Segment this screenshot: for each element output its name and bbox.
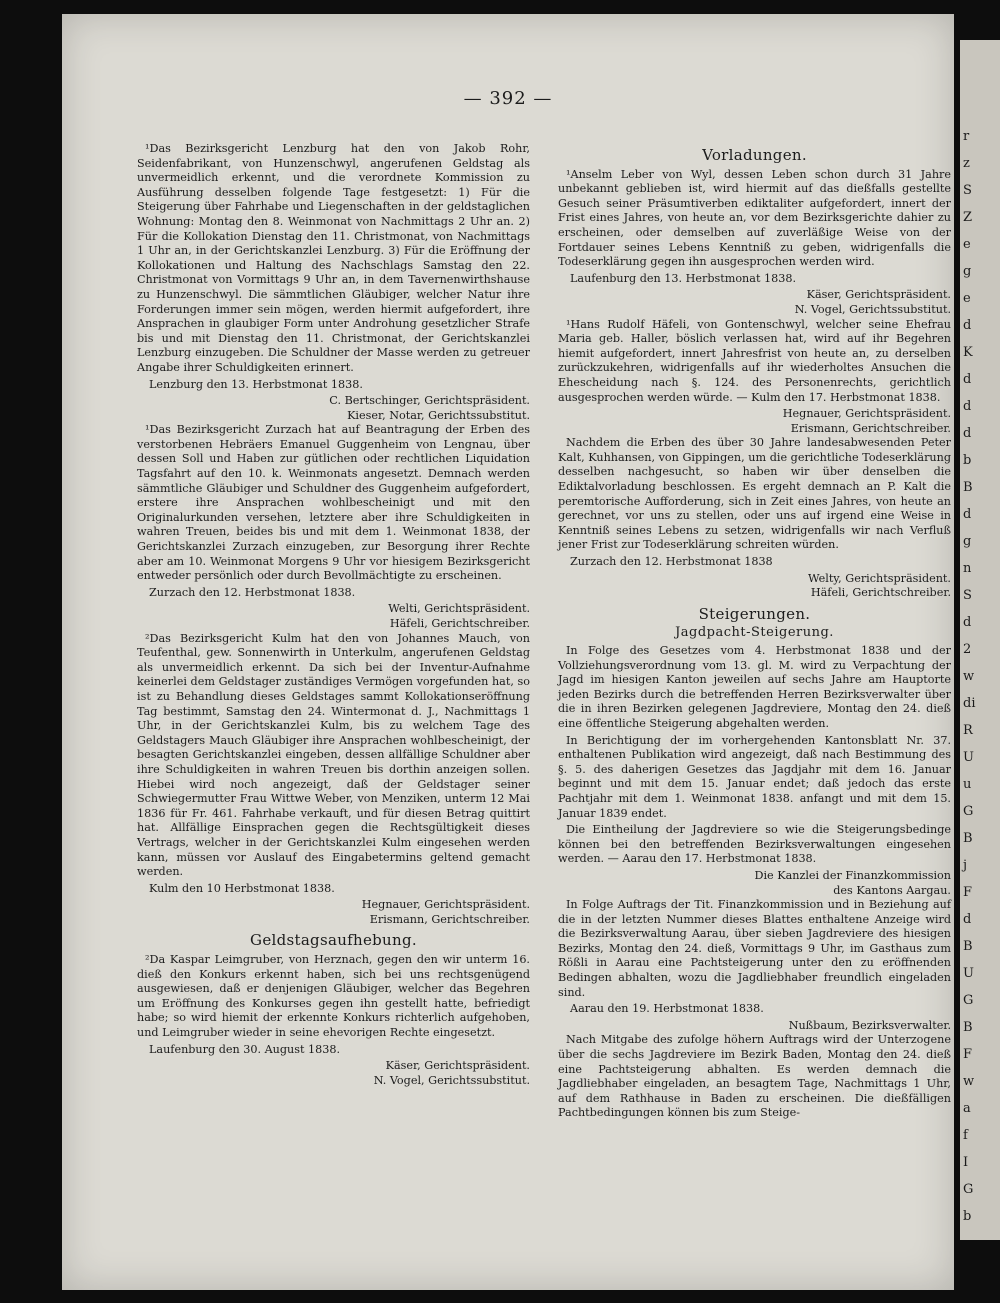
signature-line: Erismann, Gerichtschreiber. [369,912,530,926]
notice-paragraph: In Folge des Gesetzes vom 4. Herbstmonat 1838 und der Vollziehungsverordnung vom 13. gl. M. wird zu Verpachtung der Jagd im hiesigen Kanton jeweilen auf sechs Jahre am Hauptorte jeden Bezirks durch die betreffenden Herren Bezirksverwalter über die in ihren Bezirken gelegenen Jagdreviere, Montag den 24. dieß eine öffentliche Steigerung abgehalten werden. [558,644,951,730]
next-page-fragment: G [963,993,974,1008]
next-page-fragment: K [963,345,973,360]
signature-line: des Kantons Aargau. [833,883,951,897]
notice-paragraph: Nachdem die Erben des über 30 Jahre landesabwesenden Peter Kalt, Kuhhansen, von Gippingen, um die gerichtliche Todeserklärung desselben nachgesucht, so haben wir über denselben die Ediktalvorladung beschlossen. Es ergeht demnach an P. Kalt die peremtorische Aufforderung, sich in Zeit eines Jahres, von heute an gerechnet, vor uns zu stellen, oder uns auf irgend eine Weise in Kenntniß seines Lebens zu setzen, widrigenfalls wir nach Verfluß jener Frist zur Todeserklärung schreiten würden. [558,436,951,552]
notice-paragraph: ¹Das Bezirksgericht Lenzburg hat den von Jakob Rohr, Seidenfabrikant, von Hunzenschwyl, angerufenen Geldstag als unvermeidlich erkennt, und die verordnete Kommission zu Ausführung desselben folgende Tage festgesetzt: 1) Für die Steigerung über Fahrhabe und Liegenschaften in der geldstaglichen Wohnung: Montag den 8. Weinmonat von Nachmittags 2 Uhr an. 2) Für die Kollokation Dienstag den 11. Christmonat, von Nachmittags 1 Uhr an, in der Gerichtskanzlei Lenzburg. 3) Für die Eröffnung der Kollokationen und Haltung des Nachschlags Samstag den 22. Christmonat von Vormittags 9 Uhr an, in dem Tavernenwirthshause zu Hunzenschwyl. Die sämmtlichen Gläubiger, welcher Natur ihre Forderungen immer sein mögen, werden hiermit aufgefordert, ihre Ansprachen in glaubiger Form unter Androhung gesetzlicher Strafe bis und mit Dienstag den 11. Christmonat, der Gerichtskanzlei Lenzburg einzugeben. Die Schuldner der Masse werden zu getreuer Angabe ihrer Schuldigkeiten erinnert. [137,142,530,374]
left-column [137,142,530,1088]
right-column [558,142,951,1123]
notice-paragraph: ¹Hans Rudolf Häfeli, von Gontenschwyl, welcher seine Ehefrau Maria geb. Haller, böslich verlassen hat, wird auf ihr Begehren hiemit aufgefordert, innert Jahresfrist von heute an, zu derselben zurückzukehren, widrigenfalls auf ihr wiederholtes Ansuchen die Ehescheidung nach §. 124. des Personenrechts, gerichtlich ausgesprochen werden würde. — Kulm den 17. Herbstmonat 1838. [558,317,951,404]
newspaper-page [62,14,954,1290]
next-page-fragment: U [963,966,974,981]
section-heading: Vorladungen. [702,146,807,164]
next-page-fragment: B [963,480,973,495]
next-page-fragment: b [963,1209,972,1224]
next-page-fragment: d [963,399,972,414]
next-page-fragment: n [963,561,972,576]
next-page-fragment: R [963,723,973,738]
signature-line: Nußbaum, Bezirksverwalter. [788,1018,951,1032]
next-page-fragment: U [963,750,974,765]
section-subheading: Jagdpacht-Steigerung. [675,625,834,641]
signature-line: Häfeli, Gerichtschreiber. [389,617,530,630]
notice-paragraph: In Folge Auftrags der Tit. Finanzkommission und in Beziehung auf die in der letzten Nummer dieses Blattes enthaltene Anzeige wird die Bezirksverwaltung Aarau, über sieben Jagdreviere des hiesigen Bezirks, Montag den 24. dieß, Vormittags 9 Uhr, im Gasthaus zum Rößli in Aarau eine Pachtsteigerung unter den zu eröffnenden Bedingen abhalten, wozu die Jagdliebhaber freundlich eingeladen sind. [558,898,951,999]
next-page-fragment: d [963,912,972,927]
place-date-line: Aarau den 19. Herbstmonat 1838. [570,1002,764,1016]
notice-paragraph: ¹Anselm Leber von Wyl, dessen Leben schon durch 31 Jahre unbekannt geblieben ist, wird hiermit auf das dießfalls gestellte Gesuch seiner Präsumtiverben ediktaliter aufgefordert, innert der Frist eines Jahres, von heute an, vor dem Bezirksgerichte dahier zu erscheinen, oder demselben auf zuverläßige Weise von der Fortdauer seines Lebens Kenntniß zu geben, widrigenfalls die Todeserklärung gegen ihn ausgesprochen werden wird. [558,167,951,269]
next-page-fragment: d [963,318,972,333]
adjacent-page-edge [960,40,1000,1240]
next-page-fragment: f [963,1128,968,1143]
signature-line: Kieser, Notar, Gerichtssubstitut. [347,408,530,422]
signature-line: N. Vogel, Gerichtssubstitut. [794,302,951,316]
place-date-line: Zurzach den 12. Herbstmonat 1838. [149,585,356,599]
next-page-fragment: d [963,615,972,630]
next-page-fragment: a [963,1101,971,1116]
signature-line: Hegnauer, Gerichtspräsident. [361,898,530,912]
place-date-line: Zurzach den 12. Herbstmonat 1838 [570,555,773,569]
notice-paragraph: ²Da Kaspar Leimgruber, von Herznach, gegen den wir unterm 16. dieß den Konkurs erkennt haben, sich bei uns rechtsgenügend ausgewiesen, daß er denjenigen Gläubiger, welcher das Begehren um Eröffnung des Konkurses gegen ihn gestellt hatte, befriedigt habe; so wird hiemit der erkennte Konkurs richterlich aufgehoben, und Leimgruber wieder in seine ehevorigen Rechte eingesetzt. [137,953,530,1040]
next-page-fragment: w [963,669,975,684]
next-page-fragment: S [963,588,972,603]
notice-paragraph: Die Eintheilung der Jagdreviere so wie die Steigerungsbedinge können bei den betreffenden Bezirksverwaltungen eingesehen werden. — Aarau den 17. Herbstmonat 1838. [558,823,951,866]
next-page-fragment: b [963,453,972,468]
next-page-fragment: I [963,1155,969,1170]
next-page-fragment: e [963,291,971,306]
next-page-fragment: g [963,534,972,549]
signature-line: Häfeli, Gerichtschreiber. [810,586,951,600]
signature-line: Erismann, Gerichtschreiber. [790,421,951,435]
next-page-fragment: g [963,264,972,279]
next-page-fragment: 2 [963,642,972,657]
next-page-fragment: di [963,696,976,711]
signature-line: Käser, Gerichtspräsident. [385,1059,530,1073]
place-date-line: Lenzburg den 13. Herbstmonat 1838. [149,377,363,391]
notice-paragraph: Nach Mitgabe des zufolge höhern Auftrags wird der Unterzogene über die sechs Jagdreviere im Bezirk Baden, Montag den 24. dieß eine Pachtsteigerung abhalten. Es werden demnach die Jagdliebhaber eingeladen, an besagtem Tage, Nachmittags 1 Uhr, auf dem Rathhause in Baden zu erscheinen. Die dießfälligen Pachtbedingungen können bis zum Steige- [558,1033,951,1120]
next-page-fragment: r [963,129,970,144]
next-page-fragment: B [963,1020,973,1035]
signature-line: Welty, Gerichtspräsident. [808,571,951,585]
next-page-fragment: B [963,831,973,846]
next-page-fragment: j [963,858,968,873]
next-page-fragment: G [963,1182,974,1197]
section-heading: Steigerungen. [698,604,811,623]
next-page-fragment: B [963,939,973,954]
place-date-line: Laufenburg den 30. August 1838. [149,1042,341,1056]
next-page-fragment: G [963,804,974,819]
notice-paragraph: In Berichtigung der im vorhergehenden Kantonsblatt Nr. 37. enthaltenen Publikation wird angezeigt, daß nach Bestimmung des §. 5. des daherigen Gesetzes das Jagdjahr mit dem 16. Januar beginnt und mit dem 15. Januar endet; daß jedoch das erste Pachtjahr mit dem 1. Weinmonat 1838. anfangt und mit dem 15. Januar 1839 endet. [558,733,951,820]
next-page-fragment: e [963,237,971,252]
page-number: — 392 — [463,88,553,109]
place-date-line: Laufenburg den 13. Herbstmonat 1838. [570,271,797,285]
signature-line: N. Vogel, Gerichtssubstitut. [373,1073,530,1087]
signature-line: C. Bertschinger, Gerichtspräsident. [329,394,530,408]
notice-paragraph: ¹Das Bezirksgericht Zurzach hat auf Beantragung der Erben des verstorbenen Hebräers Emanuel Guggenheim von Lengnau, über dessen Soll und Haben zur gütlichen oder rechtlichen Liquidation Tagsfahrt auf den 10. k. Weinmonats angesetzt. Demnach werden sämmtliche Gläubiger und Schuldner des Guggenheim aufgefordert, erstere ihre Ansprachen wohlbescheinigt und mit den Originalurkunden versehen, letztere aber ihre Schuldigkeiten in wahren Treuen, beides bis und mit dem 1. Weinmonat 1838, der Gerichtskanzlei Zurzach einzugeben, zur Besorgung ihrer Rechte aber am 10. Weinmonat Morgens 9 Uhr vor hiesigem Bezirksgericht entweder persönlich oder durch Bevollmächtigte zu erscheinen. [137,423,530,583]
signature-line: Hegnauer, Gerichtspräsident. [782,407,951,421]
next-page-fragment: d [963,372,972,387]
place-date-line: Kulm den 10 Herbstmonat 1838. [149,881,335,895]
next-page-fragment: d [963,426,972,441]
next-page-fragment: u [963,777,972,792]
next-page-fragment: w [963,1074,975,1089]
next-page-fragment: S [963,183,972,198]
signature-line: Welti, Gerichtspräsident. [388,602,530,616]
signature-line: Käser, Gerichtspräsident. [806,288,951,302]
next-page-fragment: d [963,507,972,522]
next-page-fragment: F [963,885,973,900]
section-heading: Geldstagsaufhebung. [250,931,417,950]
next-page-fragment: Z [963,210,973,225]
notice-paragraph: ²Das Bezirksgericht Kulm hat den von Johannes Mauch, von Teufenthal, gew. Sonnenwirth in Unterkulm, angerufenen Geldstag als unvermeidlich erkennt. Da sich bei der Inventur-Aufnahme keinerlei dem Geldstager zuständiges Vermögen vorgefunden hat, so ist zu Behandlung dieses Geldstages sammt Kollokationseröffnung Tag bestimmt, Samstag den 24. Wintermonat d. J., Nachmittags 1 Uhr, in der Gerichtskanzlei Kulm, bis zu welchem Tage des Geldstagers Mauch Gläubiger ihre Ansprachen wohlbescheinigt, der besagten Gerichtskanzlei eingeben, dessen allfällige Schuldner aber ihre Schuldigkeiten in wahren Treuen bis dorthin anzeigen sollen. Hiebei wird noch angezeigt, daß der Geldstager seiner Schwiegermutter Frau Wittwe Weber, von Menziken, unterm 12 Mai 1836 für Fr. 461. Fahrhabe verkauft, und für diesen Betrag quittirt hat. Allfällige Einsprachen gegen die Rechtsgültigkeit dieses Vertrags, welcher in der Gerichtskanzlei Kulm eingesehen werden kann, müssen vor Auslauf des Eingabetermins geltend gemacht werden. [137,631,530,879]
next-page-fragment: F [963,1047,973,1062]
signature-line: Die Kanzlei der Finanzkommission [754,868,951,882]
next-page-fragment: z [963,156,970,171]
